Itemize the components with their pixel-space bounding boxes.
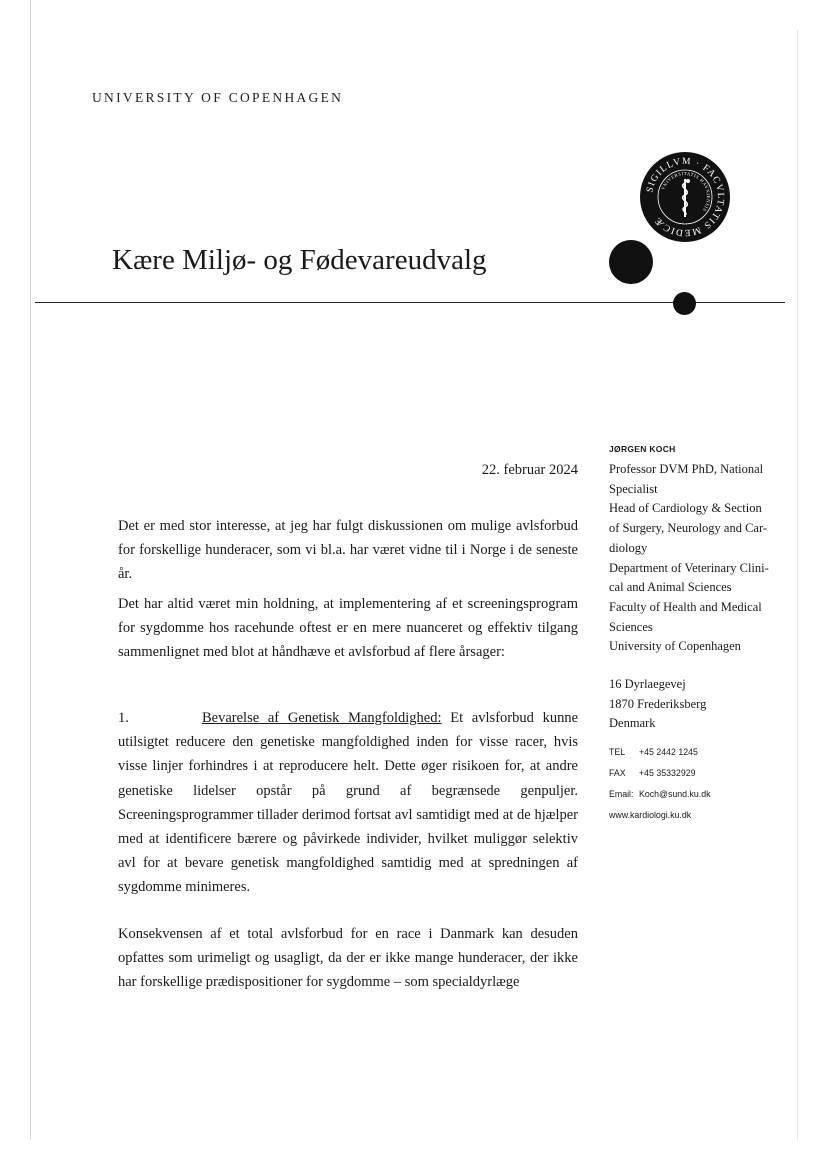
email-label: Email: (609, 789, 634, 800)
sender-titles (609, 460, 799, 657)
sender-title-line: University of Copenhagen (609, 639, 741, 654)
paragraph-1: Det er med stor interesse, at jeg har fulgt diskussionen om mulige avlsforbud for forskellige hunderacer, som vi bl.a. har været vidne til i Norge i de seneste år. (118, 518, 578, 583)
email-link[interactable]: Koch@sund.ku.dk (639, 789, 711, 800)
letter-title: Kære Miljø- og Fødevareudvalg (112, 244, 487, 276)
page-edge-left (30, 0, 31, 1140)
address-line: 1870 Frederiksberg (609, 696, 707, 711)
paragraph-4: Konsekvensen af et total avlsforbud for en race i Danmark kan desuden opfattes som urimeligt og usagligt, da der er ikke mange hunderacer, der ikke har forskellige prædispositioner for sygdomme – som specialdyrlæge (118, 926, 578, 991)
decorative-dot-large (609, 240, 653, 284)
sender-title-line: cal and Animal Sciences (609, 580, 732, 595)
sender-title-line: Head of Cardiology & Section (609, 501, 762, 516)
sender-sidebar (609, 444, 799, 826)
address-line: 16 Dyrlaegevej (609, 677, 686, 692)
letter-date: 22. februar 2024 (481, 462, 578, 478)
fax-row (609, 763, 799, 784)
sender-title-line: Specialist (609, 481, 658, 496)
university-seal-logo (639, 151, 731, 243)
sender-title-line: Faculty of Health and Medical (609, 599, 762, 614)
svg-text:VNIVERSITATIS HAVNIENSIS: VNIVERSITATIS HAVNIENSIS (660, 170, 712, 213)
sender-title-line: Department of Veterinary Clini- (609, 560, 769, 575)
address-line: Denmark (609, 716, 656, 731)
sender-contact (609, 742, 799, 826)
paragraph-2: Det har altid været min holdning, at implementering af et screeningsprogram for sygdomme hos racehunde oftest er en mere nuanceret og effektiv tilgang sammenlignet med blot at håndhæve et avlsforbud af flere årsager: (118, 596, 578, 661)
university-name: UNIVERSITY OF COPENHAGEN (92, 90, 344, 105)
sender-title-line: of Surgery, Neurology and Car- (609, 521, 768, 536)
fax-value: +45 35332929 (639, 768, 696, 779)
svg-text:SIGILLVM · FACVLTATIS MEDICÆ: SIGILLVM · FACVLTATIS MEDICÆ (645, 156, 726, 238)
sender-title-line: diology (609, 540, 648, 555)
decorative-dot-small (673, 292, 696, 315)
tel-row (609, 742, 799, 763)
seal-icon (639, 151, 731, 243)
sender-name: JØRGEN KOCH (609, 444, 676, 454)
tel-value: +45 2442 1245 (639, 747, 698, 758)
sender-address (609, 675, 799, 734)
website-link[interactable]: www.kardiologi.ku.dk (609, 810, 692, 821)
list-item-heading: Bevarelse af Genetisk Mangfoldighed: (202, 710, 442, 726)
sender-title-line: Sciences (609, 619, 653, 634)
email-row (609, 784, 799, 805)
list-item-1 (118, 706, 578, 900)
tel-label: TEL (609, 747, 626, 758)
fax-label: FAX (609, 768, 626, 779)
sender-title-line: Professor DVM PhD, National (609, 462, 764, 476)
list-item-number: 1. (118, 710, 129, 726)
list-item-text: Et avlsforbud kunne utilsigtet reducere den genetiske mangfoldighed inden for visse racer, hvis visse linjer forhindres i at reproducere helt. Dette øger risikoen for, at andre genetiske lidelser opstår på grund af begrænsede genpuljer. Screeningsprogrammer tillader derimod fortsat avl samtidigt med at de hjælper med at identificere bærere og påvirkede individer, hvilket muliggør selektiv avl for at bevare genetisk mangfoldighed samtidig med at spredningen af sygdomme minimeres. (118, 710, 579, 896)
